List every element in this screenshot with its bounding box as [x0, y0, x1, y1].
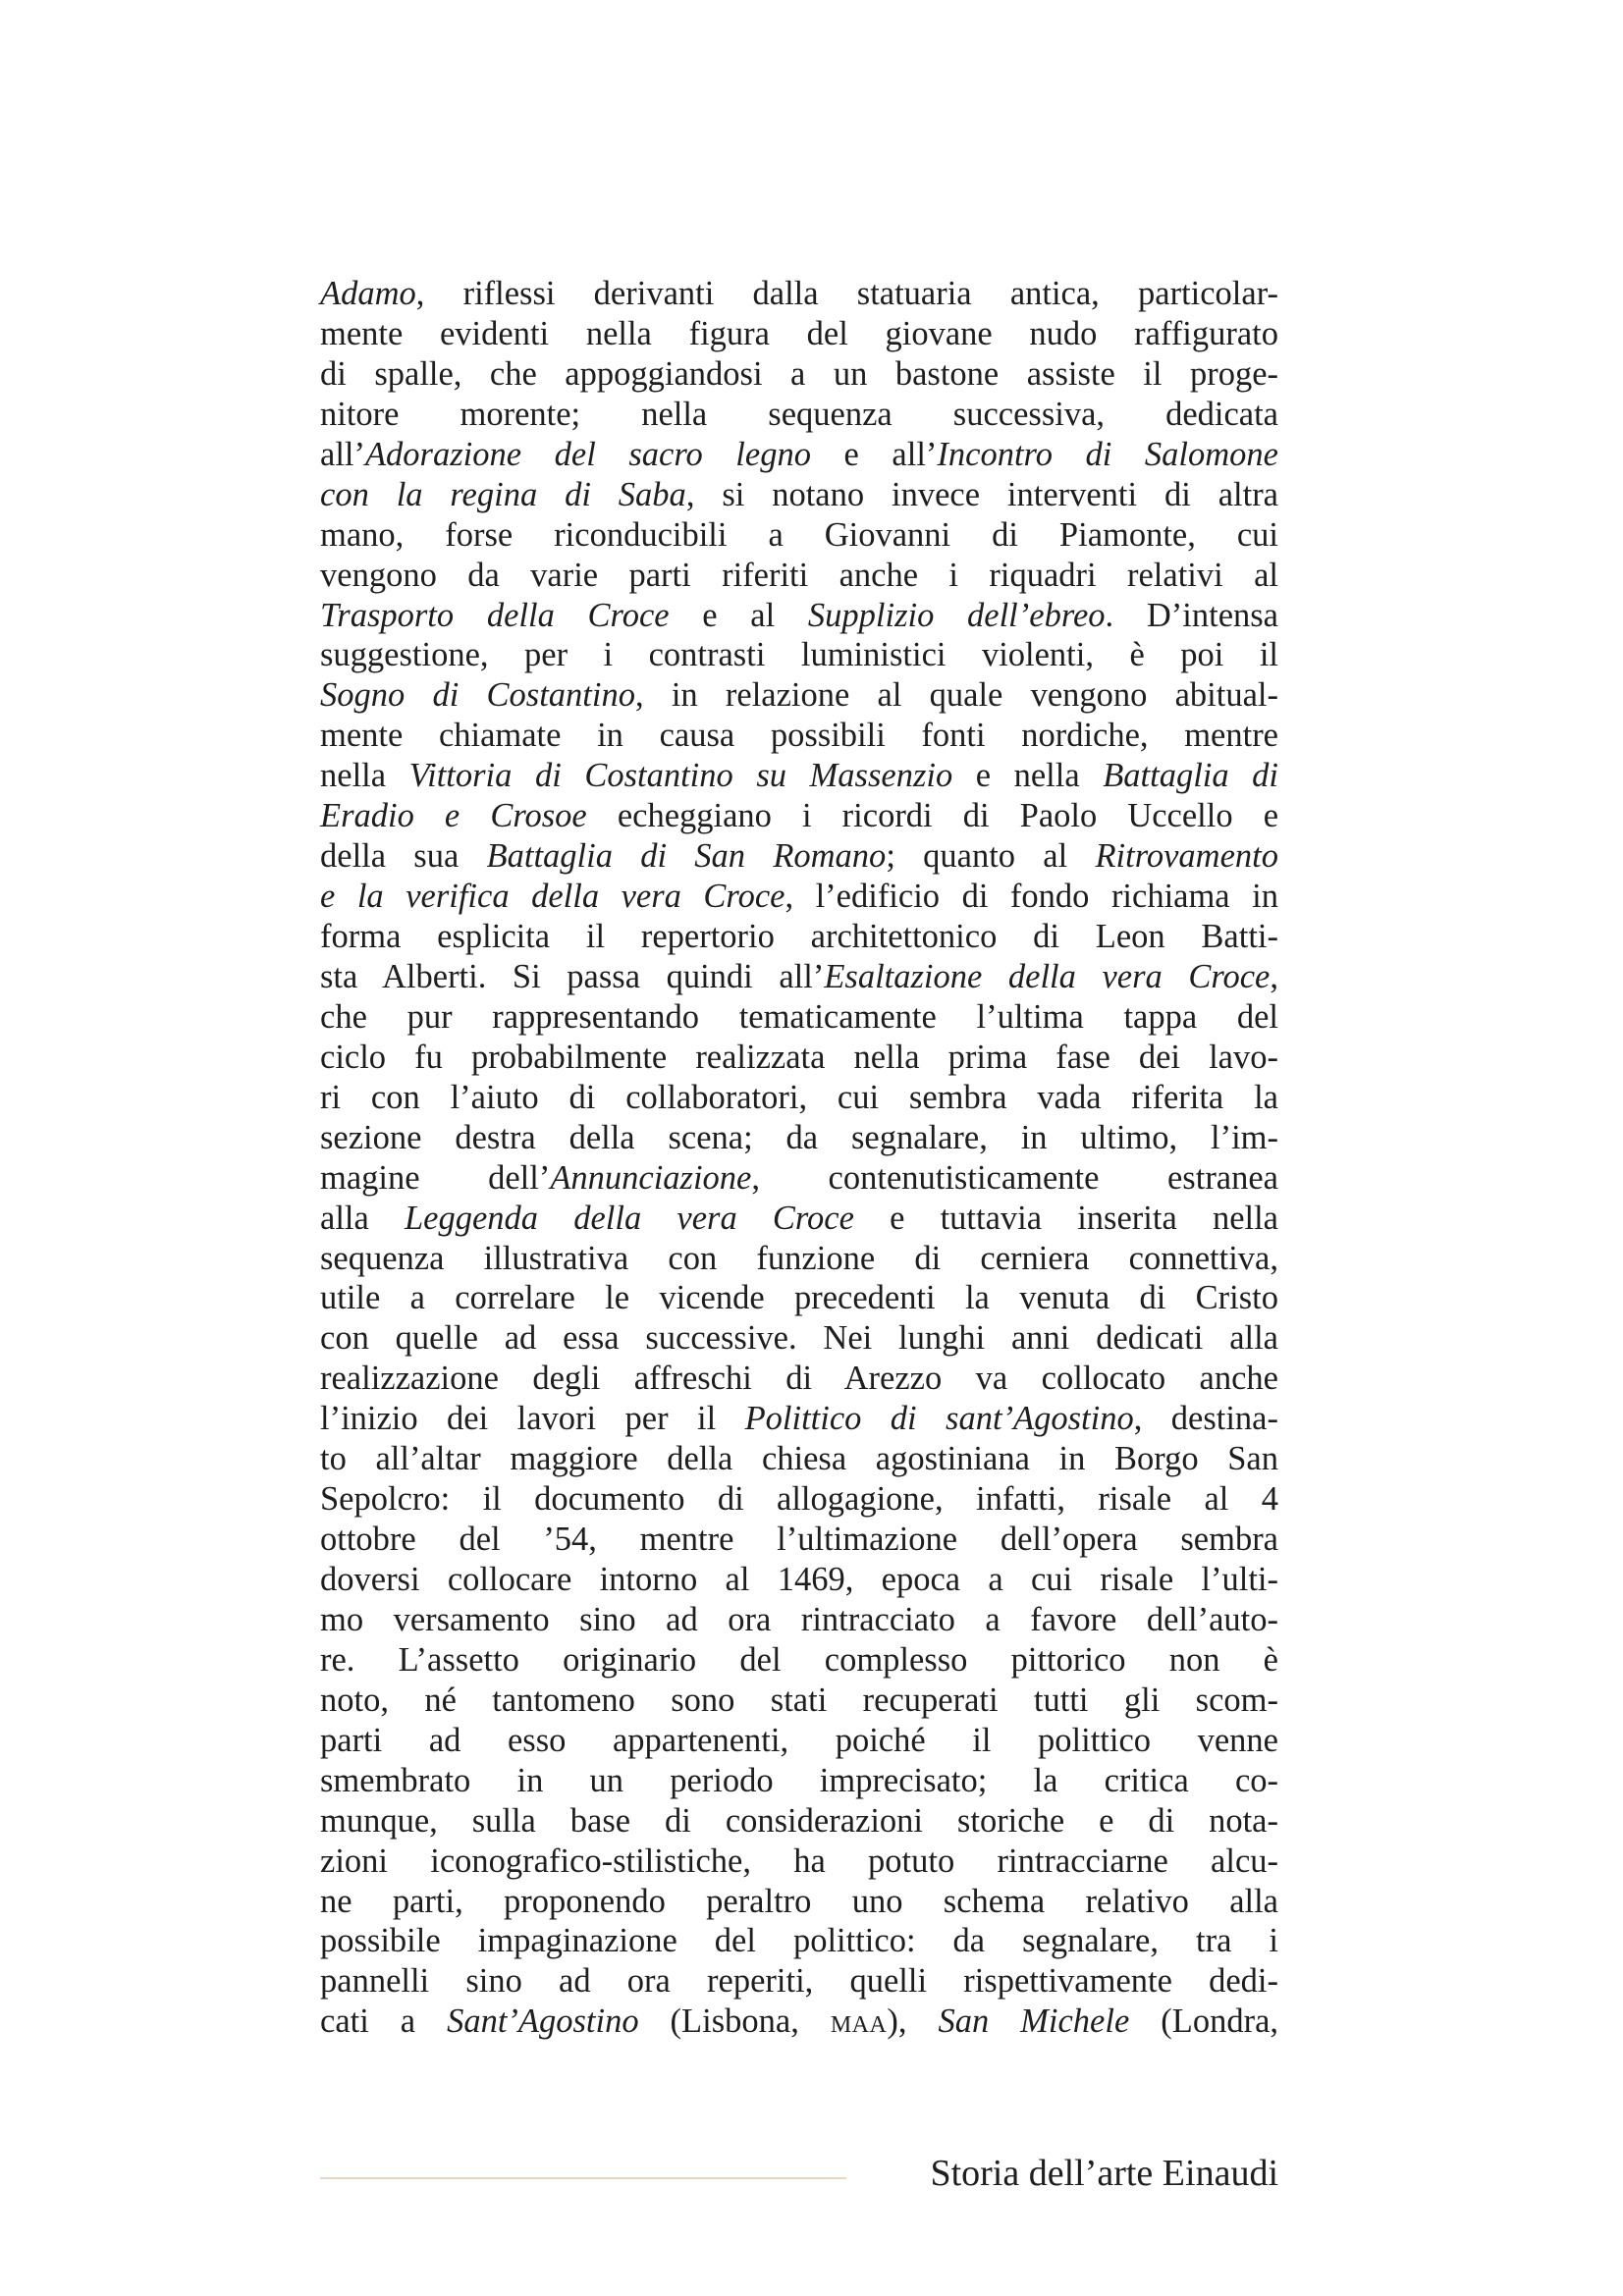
italic-title: San Michele: [938, 2002, 1130, 2041]
text-run: , contenutisticamente estranea: [751, 1158, 1278, 1197]
text-line: [320, 716, 1278, 756]
text-line: [320, 1921, 1278, 1961]
italic-title: Vittoria di Costantino su Massenzio: [408, 757, 953, 795]
text-run: sta Alberti. Si passa quindi all’: [320, 957, 825, 995]
text-run: magine dell’: [320, 1158, 551, 1197]
body-text: [320, 274, 1278, 2042]
text-line: [320, 756, 1278, 796]
italic-title: Adorazione del sacro legno: [364, 435, 811, 473]
text-line: [320, 2002, 1278, 2042]
text-line: [320, 635, 1278, 675]
text-run: vengono da varie parti riferiti anche i riquadri relativi al: [320, 556, 1278, 594]
text-line: [320, 1278, 1278, 1318]
text-line: [320, 274, 1278, 314]
text-line: [320, 675, 1278, 716]
text-run: pannelli sino ad ora reperiti, quelli rispettivamente dedi-: [320, 1962, 1278, 2001]
text-run: della sua: [320, 837, 487, 876]
text-line: [320, 475, 1278, 515]
text-run: con quelle ad essa successive. Nei lunghi anni dedicati alla: [320, 1319, 1278, 1358]
text-line: [320, 1318, 1278, 1359]
text-run: mano, forse riconducibili a Giovanni di Piamonte, cui: [320, 515, 1278, 554]
text-run: che pur rappresentando tematicamente l’ultima tappa del: [320, 997, 1278, 1036]
text-run: ; quanto al: [886, 837, 1096, 876]
text-run: e all’: [810, 435, 938, 473]
text-line: [320, 1681, 1278, 1721]
text-run: , l’edificio di fondo richiama in: [784, 878, 1278, 916]
text-line: [320, 997, 1278, 1038]
text-run: mente evidenti nella figura del giovane nudo raffigurato: [320, 314, 1278, 352]
italic-title: Ritrovamento: [1095, 837, 1278, 876]
italic-title: e la verifica della vera Croce: [320, 878, 785, 916]
text-line: [320, 1721, 1278, 1761]
text-line: [320, 354, 1278, 395]
text-run: sequenza illustrativa con funzione di cerniera connettiva,: [320, 1239, 1278, 1277]
text-run: nitore morente; nella sequenza successiva, dedicata: [320, 395, 1278, 433]
text-line: [320, 1439, 1278, 1479]
text-line: [320, 1158, 1278, 1199]
text-line: [320, 877, 1278, 917]
italic-title: Eradio e Crosoe: [320, 797, 587, 835]
text-run: realizzazione degli affreschi di Arezzo va collocato anche: [320, 1360, 1278, 1398]
text-run: , in relazione al quale vengono abitual-: [634, 676, 1278, 715]
text-run: , si notano invece interventi di altra: [685, 475, 1278, 513]
text-line: [320, 917, 1278, 957]
text-line: [320, 1761, 1278, 1801]
text-run: sezione destra della scena; da segnalare, in ultimo, l’im-: [320, 1118, 1278, 1156]
text-run: doversi collocare intorno al 1469, epoca a cui risale l’ulti-: [320, 1561, 1278, 1598]
italic-title: Supplizio dell’ebreo: [807, 596, 1106, 634]
italic-title: Sant’Agostino: [447, 2002, 639, 2041]
text-line: [320, 1600, 1278, 1640]
text-line: [320, 1560, 1278, 1600]
text-run: , riflessi derivanti dalla statuaria antica, particolar-: [415, 275, 1278, 312]
text-run: Sepolcro: il documento di allogagione, infatti, risale al 4: [320, 1480, 1278, 1519]
text-run: ),: [887, 2002, 939, 2041]
text-line: [320, 1520, 1278, 1560]
italic-title: Incontro di Salomone: [937, 435, 1278, 473]
text-line: [320, 1359, 1278, 1399]
text-run: ciclo fu probabilmente realizzata nella prima fase dei lavo-: [320, 1038, 1278, 1076]
text-run: (Londra,: [1129, 2002, 1279, 2041]
text-run: forma esplicita il repertorio architettonico di Leon Batti-: [320, 918, 1278, 955]
text-line: [320, 515, 1278, 556]
footer-publisher-label: Storia dell’arte Einaudi: [930, 2153, 1278, 2194]
text-line: [320, 395, 1278, 435]
text-line: [320, 957, 1278, 997]
text-line: [320, 1479, 1278, 1520]
text-line: [320, 1038, 1278, 1078]
text-run: ne parti, proponendo peraltro uno schema relativo alla: [320, 1882, 1278, 1920]
italic-title: con la regina di Saba: [320, 475, 686, 513]
text-run: ottobre del ’54, mentre l’ultimazione dell’opera sembra: [320, 1521, 1278, 1559]
text-run: cati a: [320, 2002, 448, 2041]
italic-title: Trasporto della Croce: [320, 596, 670, 634]
text-run: utile a correlare le vicende precedenti la venuta di Cristo: [320, 1279, 1278, 1317]
text-run: di spalle, che appoggiandosi a un bastone assiste il proge-: [320, 354, 1278, 393]
text-run: nella: [320, 757, 409, 795]
italic-title: Battaglia di San Romano: [486, 837, 887, 876]
text-run: , destina-: [1133, 1400, 1278, 1438]
text-line: [320, 1961, 1278, 2002]
text-line: [320, 596, 1278, 636]
text-run: possibile impaginazione del polittico: da segnalare, tra i: [320, 1922, 1278, 1960]
text-line: [320, 1199, 1278, 1239]
text-run: echeggiano i ricordi di Paolo Uccello e: [586, 797, 1279, 835]
text-line: [320, 1078, 1278, 1118]
text-run: zioni iconografico-stilistiche, ha potuto rintracciarne alcu-: [320, 1842, 1278, 1880]
text-line: [320, 1801, 1278, 1842]
text-line: [320, 1882, 1278, 1922]
text-line: [320, 314, 1278, 354]
italic-title: Adamo: [320, 275, 416, 312]
text-line: [320, 435, 1278, 475]
footer-rule: [320, 2177, 846, 2179]
text-line: [320, 1399, 1278, 1439]
italic-title: Annunciazione: [550, 1158, 752, 1197]
text-run: e nella: [952, 757, 1104, 795]
text-run: munque, sulla base di considerazioni storiche e di nota-: [320, 1801, 1278, 1840]
text-line: [320, 1842, 1278, 1882]
italic-title: Leggenda della vera Croce: [404, 1199, 854, 1237]
text-line: [320, 1118, 1278, 1158]
text-line: [320, 1239, 1278, 1279]
italic-title: Sogno di Costantino: [320, 676, 635, 715]
text-run: re. L’assetto originario del complesso pittorico non è: [320, 1640, 1278, 1679]
text-run: . D’intensa: [1105, 596, 1278, 634]
text-run: parti ad esso appartenenti, poiché il polittico venne: [320, 1721, 1278, 1759]
text-run: mente chiamate in causa possibili fonti nordiche, mentre: [320, 717, 1278, 755]
italic-title: Esaltazione della vera Croce: [824, 957, 1271, 995]
italic-title: Battaglia di: [1103, 757, 1279, 795]
text-run: mo versamento sino ad ora rintracciato a favore dell’auto-: [320, 1600, 1278, 1638]
abbreviation: maa: [830, 2002, 888, 2041]
text-run: noto, né tantomeno sono stati recuperati tutti gli scom-: [320, 1681, 1278, 1719]
text-run: (Lisbona,: [638, 2002, 831, 2041]
text-line: [320, 556, 1278, 596]
text-run: suggestione, per i contrasti luministici violenti, è poi il: [320, 636, 1278, 674]
text-run: to all’altar maggiore della chiesa agostiniana in Borgo San: [320, 1440, 1278, 1478]
text-line: [320, 1640, 1278, 1681]
text-run: ,: [1270, 957, 1278, 995]
text-run: alla: [320, 1199, 405, 1237]
italic-title: Polittico di sant’Agostino: [744, 1400, 1134, 1438]
text-run: all’: [320, 435, 365, 473]
text-run: e al: [669, 596, 808, 634]
text-line: [320, 836, 1278, 877]
text-line: [320, 796, 1278, 836]
text-run: l’inizio dei lavori per il: [320, 1400, 745, 1438]
text-run: e tuttavia inserita nella: [853, 1199, 1278, 1237]
text-run: smembrato in un periodo imprecisato; la critica co-: [320, 1761, 1278, 1799]
text-run: ri con l’aiuto di collaboratori, cui sembra vada riferita la: [320, 1078, 1278, 1116]
